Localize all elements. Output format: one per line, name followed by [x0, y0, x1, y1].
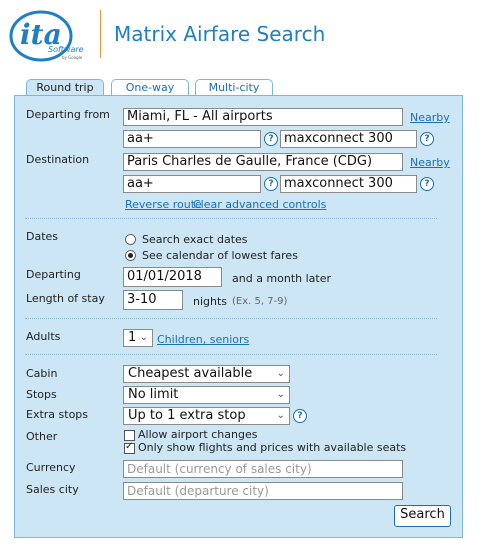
extra-stops-label: Extra stops	[26, 408, 89, 421]
logo-subtext: Software	[48, 45, 84, 54]
chevron-down-icon: ⌄	[276, 368, 285, 379]
chevron-down-icon: ⌄	[276, 389, 285, 400]
ita-software-logo	[8, 6, 88, 62]
departing-label: Departing	[26, 268, 81, 281]
divider	[25, 218, 437, 219]
dates-label: Dates	[26, 230, 59, 243]
origin-extension-input[interactable]: maxconnect 300	[280, 130, 417, 148]
allow-airport-changes-checkbox[interactable]	[124, 430, 135, 441]
chevron-down-icon: ⌄	[139, 332, 148, 343]
cabin-value: Cheapest available	[128, 366, 253, 381]
help-icon[interactable]: ?	[420, 132, 434, 146]
help-icon[interactable]: ?	[293, 409, 307, 423]
exact-dates-radio[interactable]	[125, 234, 136, 245]
page-title: Matrix Airfare Search	[114, 22, 326, 46]
reverse-route-link[interactable]: Reverse route	[125, 198, 202, 211]
children-seniors-link[interactable]: Children, seniors	[157, 333, 250, 346]
chevron-down-icon: ⌄	[276, 410, 285, 421]
cabin-select[interactable]	[123, 365, 290, 383]
stops-select[interactable]	[123, 386, 290, 404]
adults-value: 1	[128, 330, 137, 345]
sales-city-label: Sales city	[26, 483, 79, 496]
allow-airport-changes-label: Allow airport changes	[138, 428, 258, 441]
search-button[interactable]: Search	[394, 505, 451, 527]
nearby-origin-link[interactable]: Nearby	[410, 111, 450, 124]
tab-multi-city[interactable]: Multi-city	[195, 79, 273, 96]
clear-advanced-controls-link[interactable]: Clear advanced controls	[193, 198, 327, 211]
divider	[25, 318, 437, 319]
extra-stops-select[interactable]	[123, 407, 290, 425]
adults-select[interactable]	[123, 329, 153, 347]
departing-date-input[interactable]: 01/01/2018	[123, 267, 222, 287]
length-of-stay-label: Length of stay	[26, 292, 105, 305]
help-icon[interactable]: ?	[420, 177, 434, 191]
stay-hint: (Ex. 5, 7-9)	[232, 296, 288, 307]
help-icon[interactable]: ?	[264, 132, 278, 146]
exact-dates-label: Search exact dates	[142, 233, 248, 246]
destination-routing-input[interactable]: aa+	[123, 175, 261, 193]
currency-label: Currency	[26, 461, 76, 474]
destination-label: Destination	[26, 153, 90, 166]
calendar-radio[interactable]	[125, 250, 136, 261]
destination-extension-input[interactable]: maxconnect 300	[280, 175, 417, 193]
extra-stops-value: Up to 1 extra stop	[128, 408, 246, 423]
tab-round-trip[interactable]: Round trip	[26, 79, 104, 97]
logo-text: ita	[20, 18, 62, 51]
divider	[25, 354, 437, 355]
logo-by: by Google	[62, 55, 83, 60]
help-icon[interactable]: ?	[264, 177, 278, 191]
departing-from-label: Departing from	[26, 108, 110, 121]
stops-label: Stops	[26, 388, 57, 401]
origin-input[interactable]: Miami, FL - All airports	[123, 108, 403, 126]
destination-input[interactable]: Paris Charles de Gaulle, France (CDG)	[123, 153, 403, 171]
nearby-destination-link[interactable]: Nearby	[410, 156, 450, 169]
other-label: Other	[26, 430, 58, 443]
departing-suffix: and a month later	[232, 272, 332, 285]
calendar-label: See calendar of lowest fares	[142, 249, 298, 262]
currency-input[interactable]: Default (currency of sales city)	[123, 460, 403, 478]
stay-unit: nights	[193, 295, 228, 308]
only-available-seats-checkbox[interactable]	[124, 443, 135, 454]
cabin-label: Cabin	[26, 367, 58, 380]
tab-one-way[interactable]: One-way	[111, 79, 189, 96]
adults-label: Adults	[26, 330, 61, 343]
stops-value: No limit	[128, 387, 179, 402]
sales-city-input[interactable]: Default (departure city)	[123, 482, 403, 500]
length-of-stay-input[interactable]: 3-10	[123, 290, 183, 310]
header-divider	[100, 10, 101, 58]
only-available-seats-label: Only show flights and prices with available seats	[138, 441, 407, 454]
origin-routing-input[interactable]: aa+	[123, 130, 261, 148]
